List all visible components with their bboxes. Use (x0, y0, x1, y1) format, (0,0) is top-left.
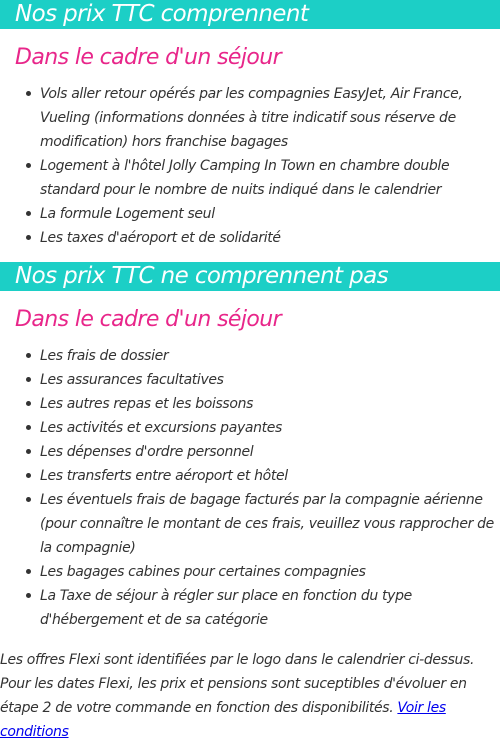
list-item (40, 464, 500, 488)
bullet-icon (26, 163, 31, 168)
bullet-icon (26, 377, 31, 382)
list-item (40, 416, 500, 440)
excluded-subtitle: Dans le cadre d'un séjour (15, 307, 282, 332)
included-subtitle: Dans le cadre d'un séjour (15, 45, 282, 70)
included-banner: Nos prix TTC comprennent (0, 0, 500, 29)
flexi-note-text: Les offres Flexi sont identifiées par le logo dans le calendrier ci-dessus. Pour les dates Flexi, les prix et pensions sont suceptibles d'évoluer en étape 2 de votre commande en fonction des disponibilités. (0, 652, 475, 716)
conditions-link[interactable]: Voir les conditions (0, 700, 446, 740)
list-item (40, 154, 500, 202)
list-item (40, 584, 500, 632)
excluded-banner: Nos prix TTC ne comprennent pas (0, 262, 500, 291)
list-item-text: Les transferts entre aéroport et hôtel (40, 468, 288, 484)
list-item-text: Les éventuels frais de bagage facturés par la compagnie aérienne (pour connaître le montant de ces frais, veuillez vous rapprocher de la compagnie) (40, 492, 494, 556)
list-item-text: Les dépenses d'ordre personnel (40, 444, 254, 460)
bullet-icon (26, 235, 31, 240)
included-list (0, 82, 500, 250)
list-item-text: Les assurances facultatives (40, 372, 224, 388)
included-section (0, 0, 500, 250)
flexi-note (0, 648, 500, 744)
list-item-text: Les autres repas et les boissons (40, 396, 254, 412)
bullet-icon (26, 569, 31, 574)
list-item (40, 202, 500, 226)
bullet-icon (26, 401, 31, 406)
list-item (40, 82, 500, 154)
list-item-text: Logement à l'hôtel Jolly Camping In Town en chambre double standard pour le nombre de nuits indiqué dans le calendrier (40, 158, 450, 198)
list-item (40, 368, 500, 392)
list-item-text: Les taxes d'aéroport et de solidarité (40, 230, 281, 246)
list-item-text: Les activités et excursions payantes (40, 420, 282, 436)
list-item (40, 226, 500, 250)
list-item-text: La formule Logement seul (40, 206, 215, 222)
bullet-icon (26, 353, 31, 358)
list-item (40, 344, 500, 368)
list-item-text: Les frais de dossier (40, 348, 169, 364)
bullet-icon (26, 449, 31, 454)
list-item (40, 560, 500, 584)
list-item (40, 440, 500, 464)
bullet-icon (26, 593, 31, 598)
bullet-icon (26, 473, 31, 478)
bullet-icon (26, 91, 31, 96)
bullet-icon (26, 425, 31, 430)
list-item (40, 488, 500, 560)
excluded-list (0, 344, 500, 632)
excluded-section (0, 262, 500, 632)
list-item (40, 392, 500, 416)
list-item-text: La Taxe de séjour à régler sur place en fonction du type d'hébergement et de sa catégorie (40, 588, 412, 628)
bullet-icon (26, 497, 31, 502)
list-item-text: Les bagages cabines pour certaines compagnies (40, 564, 366, 580)
bullet-icon (26, 211, 31, 216)
list-item-text: Vols aller retour opérés par les compagnies EasyJet, Air France, Vueling (informations données à titre indicatif sous réserve de modification) hors franchise bagages (40, 86, 463, 150)
